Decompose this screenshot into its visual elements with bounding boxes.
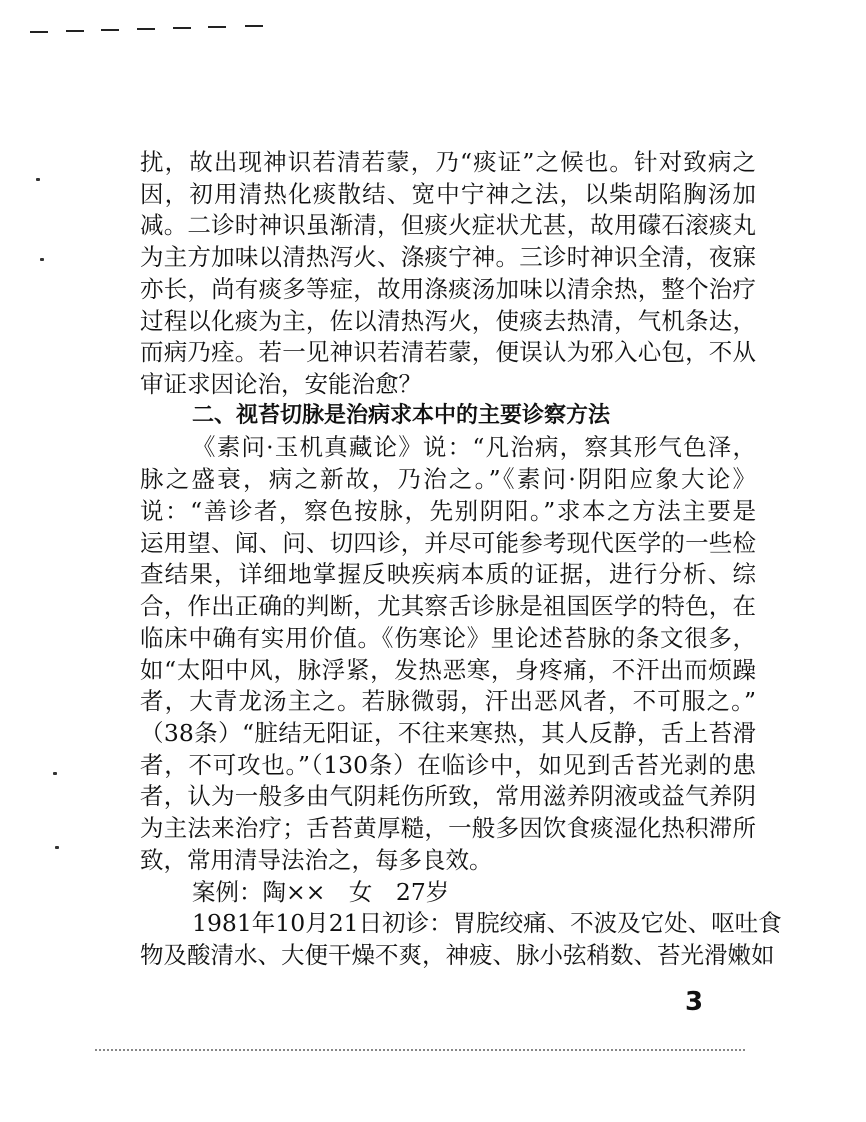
text-line: 1981年10月21日初诊：胃脘绞痛、不波及它处、呕吐食: [192, 909, 782, 937]
text-line: 者，大青龙汤主之。若脉微弱，汗出恶风者，不可服之。”: [140, 687, 756, 715]
text-line: 临床中确有实用价值。《伤寒论》里论述苔脉的条文很多，: [140, 624, 756, 652]
case-label: 案例：陶×× 女 27岁: [192, 878, 450, 906]
dash: [30, 31, 48, 33]
dash: [245, 25, 263, 27]
dash: [66, 30, 84, 32]
text-line: 如“太阳中风，脉浮紧，发热恶寒，身疼痛，不汗出而烦躁: [140, 656, 756, 684]
text-line: 为主方加味以清热泻火、涤痰宁神。三诊时神识全清，夜寐: [140, 243, 756, 271]
text-line: 致，常用清导法治之，每多良效。: [140, 846, 493, 874]
scan-speck: [36, 178, 40, 181]
text-line: 说：“善诊者，察色按脉，先别阴阳。”求本之方法主要是: [140, 497, 756, 525]
text-line: 审证求因论治，安能治愈？: [140, 370, 422, 398]
scan-speck: [53, 772, 57, 775]
text-line: 为主法来治疗；舌苔黄厚糙，一般多因饮食痰湿化热积滞所: [140, 814, 756, 842]
scan-speck: [40, 258, 44, 261]
dash: [101, 29, 119, 31]
text-line: 运用望、闻、问、切四诊，并尽可能参考现代医学的一些检: [140, 529, 756, 557]
text-line: 物及酸清水、大便干燥不爽，神疲、脉小弦稍数、苔光滑嫩如: [140, 941, 775, 969]
text-line: 者，认为一般多由气阴耗伤所致，常用滋养阴液或益气养阴: [140, 782, 756, 810]
text-line: （38条）“脏结无阳证，不往来寒热，其人反静，舌上苔滑: [140, 719, 756, 747]
scan-speck: [55, 846, 59, 849]
text-line: 因，初用清热化痰散结、宽中宁神之法，以柴胡陷胸汤加: [140, 180, 756, 208]
dash: [173, 27, 191, 29]
page-number: 3: [685, 987, 704, 1017]
text-line: 而病乃痊。若一见神识若清若蒙，便误认为邪入心包，不从: [140, 338, 756, 366]
dash: [137, 28, 155, 30]
section-heading: 二、视苔切脉是治病求本中的主要诊察方法: [192, 403, 611, 428]
text-line: 者，不可攻也。”（130条）在临诊中，如见到舌苔光剥的患: [140, 751, 756, 779]
dash: [208, 26, 226, 28]
text-line: 扰，故出现神识若清若蒙，乃“痰证”之候也。针对致病之: [140, 148, 756, 176]
text-line: 合，作出正确的判断，尤其察舌诊脉是祖国医学的特色，在: [140, 592, 756, 620]
text-line: 减。二诊时神识虽渐清，但痰火症状尤甚，故用礞石滚痰丸: [140, 211, 756, 239]
bottom-scan-rule: [95, 1049, 745, 1051]
text-line: 亦长，尚有痰多等症，故用涤痰汤加味以清余热，整个治疗: [140, 275, 756, 303]
text-line: 《素问·玉机真藏论》说：“凡治病，察其形气色泽，: [192, 433, 756, 461]
text-line: 脉之盛衰，病之新故，乃治之。”《素问·阴阳应象大论》: [140, 465, 756, 493]
text-line: 过程以化痰为主，佐以清热泻火，使痰去热清，气机条达，: [140, 307, 756, 335]
text-line: 查结果，详细地掌握反映疾病本质的证据，进行分析、综: [140, 560, 756, 588]
